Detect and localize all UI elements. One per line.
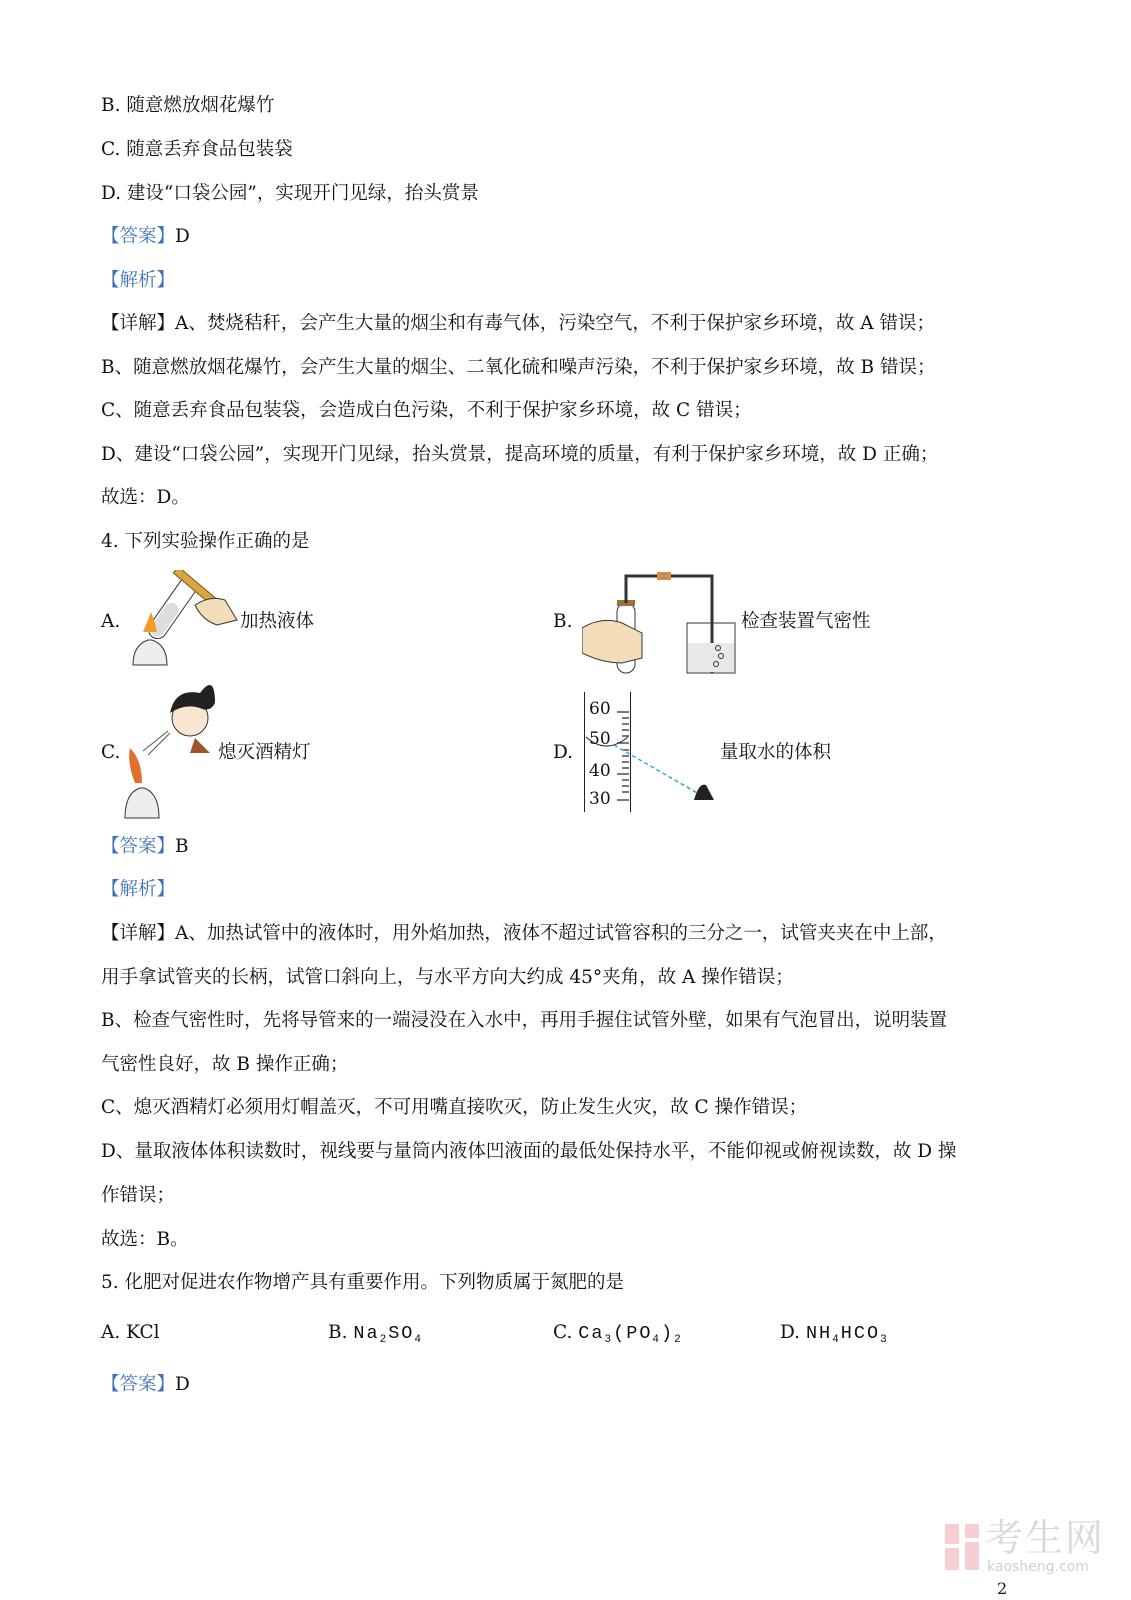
q4-detail-line: C、熄灭酒精灯必须用灯帽盖灭，不可用嘴直接吹灭，防止发生火灾，故 C 操作错误；	[101, 1097, 808, 1118]
q3-option-b: B. 随意燃放烟花爆竹	[101, 95, 275, 116]
q3-option-c: C. 随意丢弃食品包装袋	[101, 139, 293, 160]
q4-detail-line: B、检查气密性时，先将导管来的一端浸没在入水中，再用手握住试管外壁，如果有气泡冒出，说明装置	[101, 1010, 948, 1031]
formula: KCl	[126, 1322, 160, 1343]
answer-value: B	[175, 836, 189, 857]
tick-label: 30	[589, 789, 611, 809]
formula: $Na_2SO_4$	[353, 1323, 424, 1346]
q3-option-d: D. 建设“口袋公园”，实现开门见绿，抬头赏景	[101, 183, 479, 204]
blowing-out-lamp-figure	[120, 683, 220, 823]
watermark-logo-icon	[945, 1522, 981, 1572]
detail-text: A、焚烧秸秆，会产生大量的烟尘和有毒气体，污染空气，不利于保护家乡环境，故 A 错误；	[175, 313, 936, 334]
detail-label: 【详解】	[101, 923, 176, 944]
option-letter: A.	[101, 1322, 121, 1343]
formula: $Ca_3(PO_4)_2$	[578, 1323, 683, 1346]
q4-detail-line: 故选：B。	[101, 1229, 189, 1250]
q4-detail-line: D、量取液体体积读数时，视线要与量筒内液体凹液面的最低处保持水平，不能仰视或俯视读数，故 D 操	[101, 1141, 957, 1162]
q5-option-c	[553, 1321, 683, 1346]
q4-option-c-caption: 熄灭酒精灯	[218, 742, 311, 763]
tick-label: 40	[589, 761, 611, 781]
q3-detail-line: B、随意燃放烟花爆竹，会产生大量的烟尘、二氧化硫和噪声污染，不利于保护家乡环境，故 B 错误；	[101, 357, 936, 378]
tick-label: 60	[589, 699, 611, 719]
formula: $NH_4HCO_3$	[805, 1323, 889, 1346]
airtightness-check-figure	[582, 568, 742, 678]
q4-option-d-letter: D.	[553, 742, 574, 763]
answer-label: 【答案】	[101, 1374, 176, 1395]
q3-detail-line: D、建设“口袋公园”，实现开门见绿，抬头赏景，提高环境的质量，有利于保护家乡环境，故 D 正确；	[101, 444, 939, 465]
q3-analysis-label: 【解析】	[101, 270, 176, 291]
watermark-cn: 考生网	[985, 1516, 1106, 1560]
q4-answer	[101, 835, 189, 859]
q4-option-a-letter: A.	[101, 611, 121, 632]
heating-liquid-figure	[125, 570, 240, 675]
q5-stem: 5. 化肥对促进农作物增产具有重要作用。下列物质属于氮肥的是	[101, 1272, 625, 1293]
q4-detail-line: 气密性良好，故 B 操作正确；	[101, 1054, 349, 1075]
sightline-figure	[584, 692, 724, 812]
answer-value: D	[175, 1374, 190, 1395]
q5-answer	[101, 1373, 190, 1397]
q4-analysis-label: 【解析】	[101, 879, 176, 900]
detail-label: 【详解】	[101, 313, 176, 334]
q4-detail-line: 作错误；	[101, 1185, 176, 1206]
answer-value: D	[175, 226, 190, 247]
option-letter: D.	[780, 1322, 801, 1343]
watermark-en: kaosheng.com	[987, 1559, 1089, 1575]
option-letter: C.	[553, 1322, 573, 1343]
q4-option-c-letter: C.	[101, 742, 121, 763]
q4-option-b-letter: B.	[553, 611, 573, 632]
q4-detail-line	[101, 922, 947, 946]
q3-detail-line	[101, 312, 935, 336]
q5-option-d	[780, 1321, 889, 1346]
q4-option-d-caption: 量取水的体积	[720, 742, 832, 763]
q4-option-b-caption: 检查装置气密性	[741, 611, 871, 632]
tick-label: 50	[589, 729, 611, 749]
q3-detail-line: 故选：D。	[101, 487, 190, 508]
answer-label: 【答案】	[101, 226, 176, 247]
answer-label: 【答案】	[101, 836, 176, 857]
page-number: 2	[997, 1579, 1008, 1598]
detail-text: A、加热试管中的液体时，用外焰加热，液体不超过试管容积的三分之一，试管夹夹在中上部，	[175, 923, 947, 944]
q3-answer	[101, 225, 190, 249]
watermark	[945, 1518, 1125, 1576]
q4-stem: 4. 下列实验操作正确的是	[101, 531, 310, 552]
q5-option-b	[328, 1321, 423, 1346]
q3-detail-line: C、随意丢弃食品包装袋，会造成白色污染，不利于保护家乡环境，故 C 错误；	[101, 400, 752, 421]
q4-detail-line: 用手拿试管夹的长柄，试管口斜向上，与水平方向大约成 45°夹角，故 A 操作错误；	[101, 967, 794, 988]
q4-option-a-caption: 加热液体	[240, 611, 315, 632]
option-letter: B.	[328, 1322, 348, 1343]
q5-option-a	[101, 1321, 160, 1345]
